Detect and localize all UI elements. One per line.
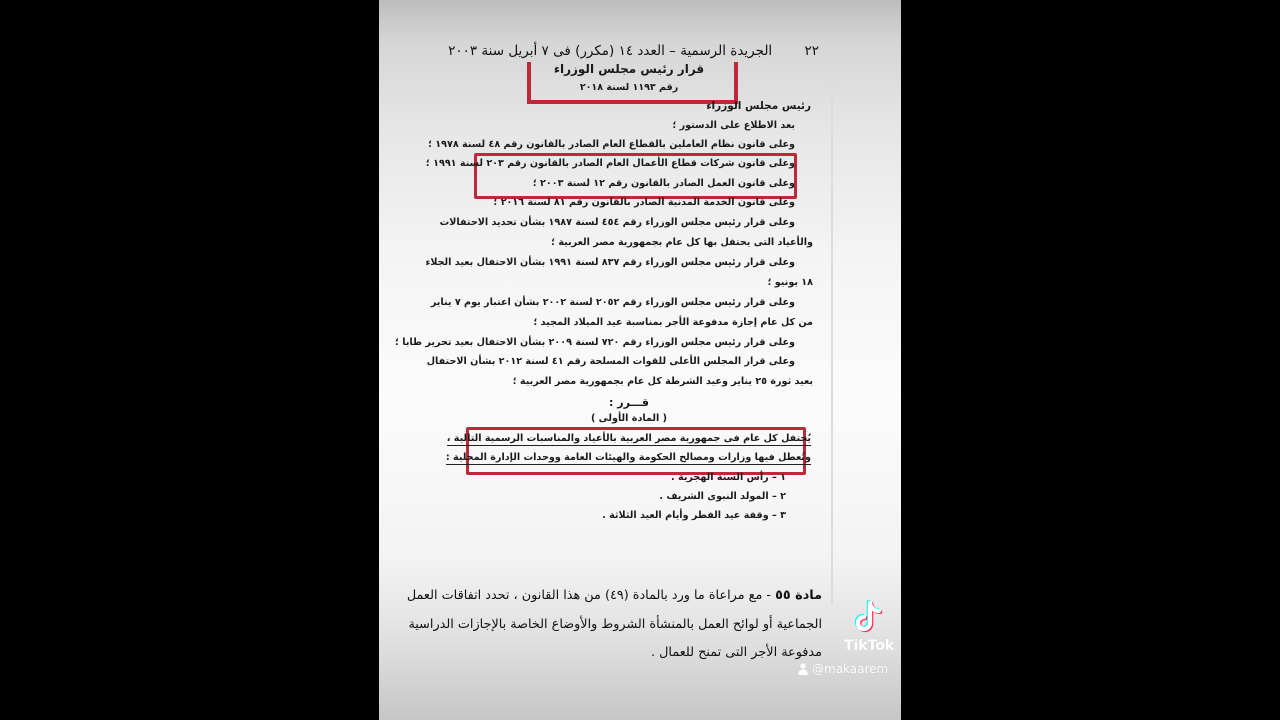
preamble-line: وعلى قرار رئيس مجلس الوزراء رقم ٨٣٧ لسنة ١٩٩١ بشأن الاحتفال بعيد الجلاء bbox=[425, 257, 795, 268]
preamble-line: وعلى قانون شركات قطاع الأعمال العام الصادر بالقانون رقم ٢٠٣ لسنة ١٩٩١ ؛ bbox=[425, 158, 795, 169]
preamble-line: من كل عام إجازة مدفوعة الأجر بمناسبة عيد الميلاد المجيد ؛ bbox=[533, 317, 813, 328]
preamble-line: وعلى قرار رئيس مجلس الوزراء رقم ٧٢٠ لسنة ٢٠٠٩ بشأن الاحتفال بعيد تحرير طابا ؛ bbox=[395, 337, 795, 348]
username-text: @makaarem bbox=[812, 662, 889, 676]
tiktok-watermark bbox=[834, 600, 901, 654]
article-line bbox=[446, 452, 811, 463]
decree-number: رقم ١١٩٣ لسنة ٢٠١٨ bbox=[579, 82, 679, 93]
holiday-item: ١ – رأس السنة الهجرية . bbox=[671, 472, 786, 483]
holiday-item: ٢ – المولد النبوى الشريف . bbox=[659, 491, 786, 502]
preamble-line: بعيد ثورة ٢٥ يناير وعيد الشرطة كل عام بجمهورية مصر العربية ؛ bbox=[512, 376, 813, 387]
tiktok-brand-text: TikTok bbox=[843, 638, 895, 654]
preamble-line: وعلى قانون الخدمة المدنية الصادر بالقانون رقم ٨١ لسنة ٢٠١٦ ؛ bbox=[493, 197, 795, 208]
gazette-header bbox=[448, 43, 819, 59]
preamble-line: وعلى قرار المجلس الأعلى للقوات المسلحة رقم ٤١ لسنة ٢٠١٢ بشأن الاحتفال bbox=[426, 356, 795, 367]
labor-law-line: الجماعية أو لوائح العمل بالمنشأة الشروط والأوضاع الخاصة بالإجازات الدراسية bbox=[408, 617, 822, 632]
labor-law-line: مدفوعة الأجر التى تمنح للعمال . bbox=[651, 645, 822, 660]
user-icon bbox=[798, 663, 808, 675]
decides-heading: قـــرر : bbox=[609, 396, 649, 409]
video-frame bbox=[379, 0, 901, 720]
article-line bbox=[447, 433, 811, 444]
decree-title: قرار رئيس مجلس الوزراء bbox=[553, 62, 705, 76]
holiday-item: ٣ – وقفة عيد الفطر وأيام العيد الثلاثة . bbox=[602, 510, 786, 521]
tiktok-username bbox=[798, 662, 888, 676]
preamble-line: وعلى قانون العمل الصادر بالقانون رقم ١٢ لسنة ٢٠٠٣ ؛ bbox=[532, 178, 795, 189]
labor-law-text: - مع مراعاة ما ورد بالمادة (٤٩) من هذا القانون ، تحدد اتفاقات العمل bbox=[406, 588, 776, 603]
preamble-line: والأعياد التى يحتفل بها كل عام بجمهورية مصر العربية ؛ bbox=[551, 237, 813, 248]
preamble-line: بعد الاطلاع على الدستور ؛ bbox=[672, 120, 795, 131]
preamble-line: وعلى قرار رئيس مجلس الوزراء رقم ٤٥٤ لسنة ١٩٨٧ بشأن تحديد الاحتفالات bbox=[439, 217, 795, 228]
page-number: ٢٢ bbox=[804, 43, 819, 59]
decree-issuer: رئيس مجلس الوزراء bbox=[706, 100, 811, 112]
gazette-title: الجريدة الرسمية – العدد ١٤ (مكرر) فى ٧ أبريل سنة ٢٠٠٣ bbox=[448, 43, 773, 59]
preamble-line: وعلى قانون نظام العاملين بالقطاع العام الصادر بالقانون رقم ٤٨ لسنة ١٩٧٨ ؛ bbox=[428, 139, 795, 150]
labor-law-line bbox=[406, 588, 822, 603]
article-text-line: يُحتفل كل عام فى جمهورية مصر العربية بالأعياد والمناسبات الرسمية التالية ، bbox=[446, 433, 811, 444]
article-55-label: مادة ٥٥ bbox=[775, 588, 822, 603]
article-text-line: وتُعطل فيها وزارات ومصالح الحكومة والهيئات العامة ووحدات الإدارة المحلية : bbox=[445, 452, 811, 463]
preamble-line: وعلى قرار رئيس مجلس الوزراء رقم ٢٠٥٢ لسنة ٢٠٠٢ بشأن اعتبار يوم ٧ يناير bbox=[430, 297, 795, 308]
article-heading: ( المادة الأولى ) bbox=[590, 413, 668, 424]
tiktok-logo-icon bbox=[852, 600, 886, 636]
preamble-line: ١٨ يونيو ؛ bbox=[767, 277, 813, 288]
page-margin-line bbox=[831, 64, 833, 604]
